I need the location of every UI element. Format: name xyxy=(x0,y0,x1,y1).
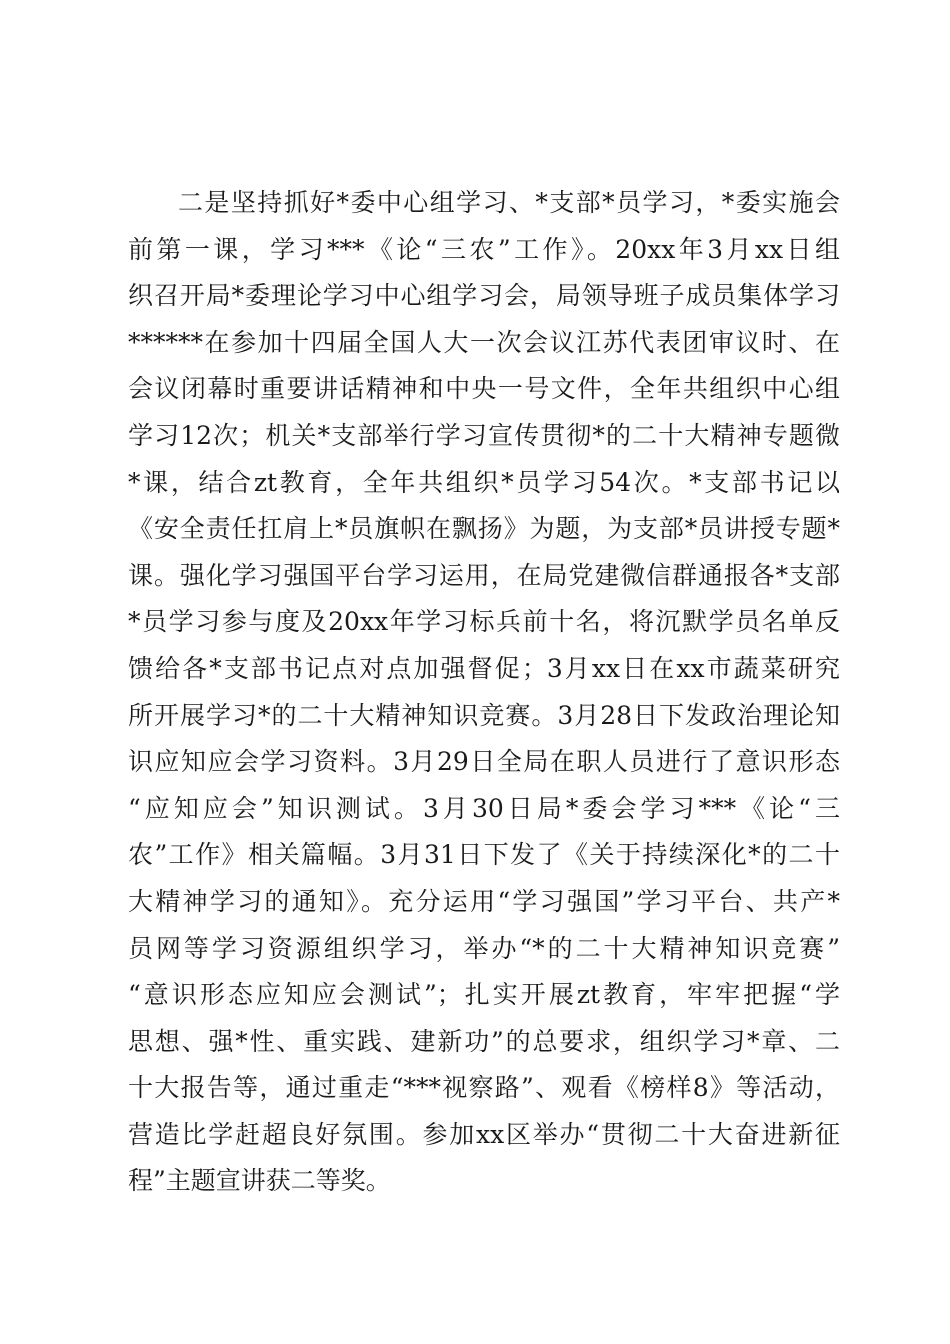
paragraph-line: 课。强化学习强国平台学习运用，在局党建微信群通报各*支部 xyxy=(128,560,840,590)
paragraph-line: 十大报告等，通过重走“***视察路”、观看《榜样8》等活动， xyxy=(128,1073,840,1103)
paragraph-line: 程”主题宣讲获二等奖。 xyxy=(128,1166,391,1196)
paragraph-line: “意识形态应知应会测试”；扎实开展zt教育，牢牢把握“学 xyxy=(128,980,840,1010)
paragraph-line: 馈给各*支部书记点对点加强督促；3月xx日在xx市蔬菜研究 xyxy=(128,653,840,683)
paragraph-line: 学习12次；机关*支部举行学习宣传贯彻*的二十大精神专题微 xyxy=(128,420,840,450)
paragraph-line: 农”工作》相关篇幅。3月31日下发了《关于持续深化*的二十 xyxy=(128,840,840,870)
paragraph-line: 营造比学赶超良好氛围。参加xx区举办“贯彻二十大奋进新征 xyxy=(128,1119,840,1149)
paragraph-line: 会议闭幕时重要讲话精神和中央一号文件，全年共组织中心组 xyxy=(128,374,840,404)
paragraph-line: *课，结合zt教育，全年共组织*员学习54次。*支部书记以 xyxy=(128,467,840,497)
paragraph-line: 二是坚持抓好*委中心组学习、*支部*员学习，*委实施会 xyxy=(178,188,840,217)
paragraph-line: 大精神学习的通知》。充分运用“学习强国”学习平台、共产* xyxy=(128,886,840,916)
paragraph-line: 员网等学习资源组织学习，举办“*的二十大精神知识竞赛” xyxy=(128,933,840,963)
paragraph-line: 思想、强*性、重实践、建新功”的总要求，组织学习*章、二 xyxy=(128,1026,840,1056)
paragraph-line: 前第一课，学习***《论“三农”工作》。20xx年3月xx日组 xyxy=(128,234,840,264)
paragraph-line: “应知应会”知识测试。3月30日局*委会学习***《论“三 xyxy=(128,793,840,823)
paragraph-line: *员学习参与度及20xx年学习标兵前十名，将沉默学员名单反 xyxy=(128,607,840,637)
body-paragraph xyxy=(128,180,840,1205)
paragraph-line: 识应知应会学习资料。3月29日全局在职人员进行了意识形态 xyxy=(128,747,840,777)
paragraph-line: 织召开局*委理论学习中心组学习会，局领导班子成员集体学习 xyxy=(128,281,840,311)
paragraph-line: 《安全责任扛肩上*员旗帜在飘扬》为题，为支部*员讲授专题* xyxy=(128,514,840,544)
paragraph-line: ******在参加十四届全国人大一次会议江苏代表团审议时、在 xyxy=(128,327,840,357)
paragraph-line: 所开展学习*的二十大精神知识竞赛。3月28日下发政治理论知 xyxy=(128,700,840,730)
